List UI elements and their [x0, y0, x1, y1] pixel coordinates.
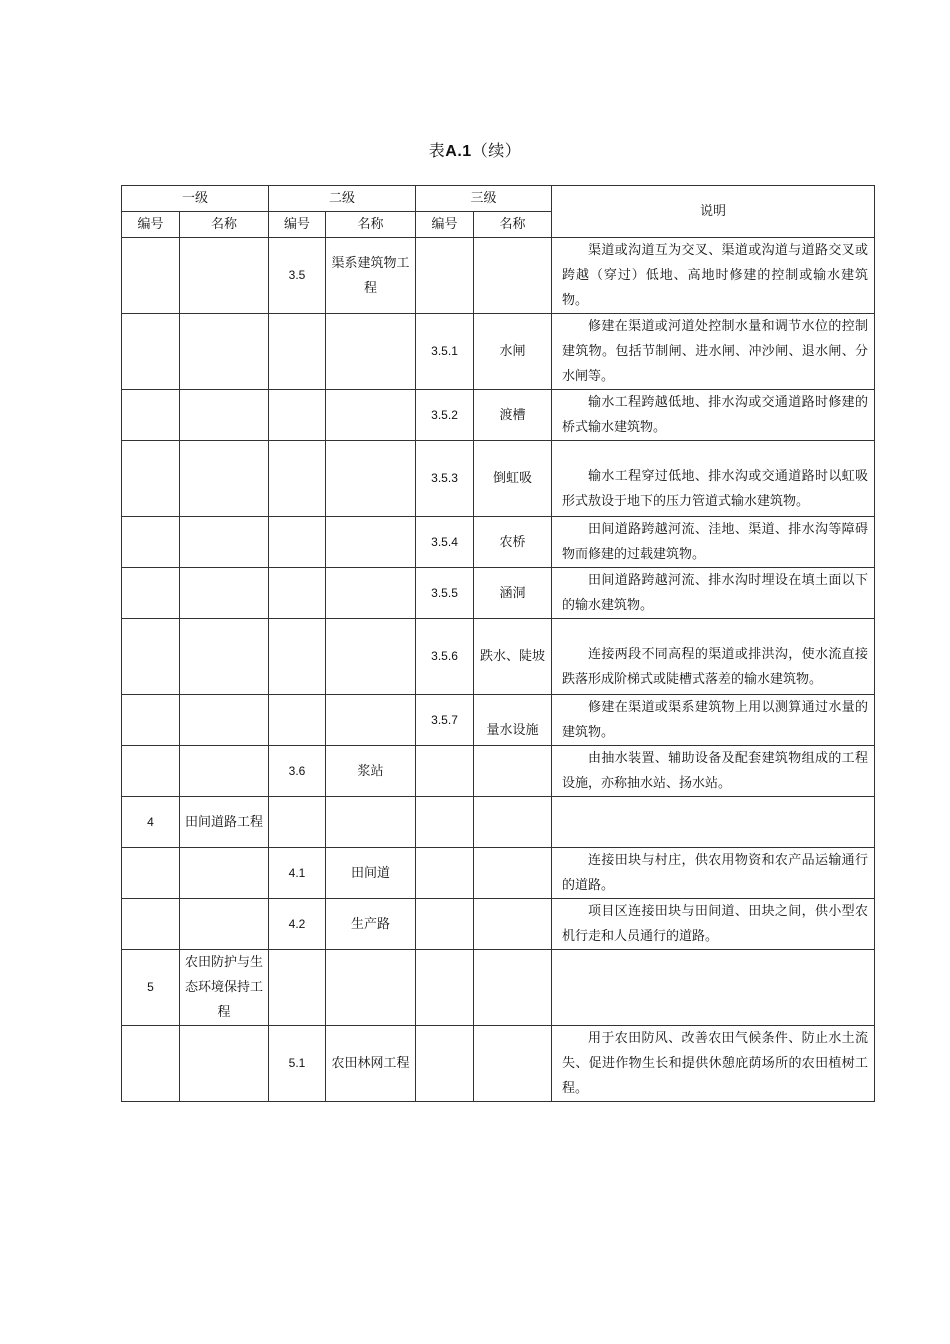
l1-name: 田间道路工程	[180, 797, 269, 848]
l3-name: 量水设施	[474, 695, 552, 746]
l3-code: 3.5.4	[416, 517, 474, 568]
l2-name: 生产路	[326, 899, 416, 950]
l3-code	[416, 950, 474, 1026]
l3-code: 3.5.6	[416, 619, 474, 695]
table-row	[122, 568, 875, 619]
l2-code	[269, 695, 326, 746]
l3-code	[416, 1026, 474, 1102]
title-prefix: 表	[428, 141, 446, 160]
l1-name	[180, 1026, 269, 1102]
l1-name	[180, 390, 269, 441]
l2-name	[326, 517, 416, 568]
l3-name: 跌水、陡坡	[474, 619, 552, 695]
l1-name	[180, 314, 269, 390]
description-text: 由抽水装置、辅助设备及配套建筑物组成的工程设施，亦称抽水站、扬水站。	[562, 751, 869, 791]
description-text: 项目区连接田块与田间道、田块之间，供小型农机行走和人员通行的道路。	[562, 904, 869, 944]
l3-code: 3.5.2	[416, 390, 474, 441]
l2-code	[269, 568, 326, 619]
l3-name	[474, 238, 552, 314]
description	[552, 441, 875, 517]
header-level1: 一级	[122, 186, 269, 212]
l3-name	[474, 848, 552, 899]
l2-name: 渠系建筑物工程	[326, 238, 416, 314]
l3-name	[474, 899, 552, 950]
header-l2-name: 名称	[326, 212, 416, 238]
header-l3-code: 编号	[416, 212, 474, 238]
l1-code	[122, 695, 180, 746]
l2-code	[269, 950, 326, 1026]
l1-name	[180, 238, 269, 314]
description-text: 输水工程跨越低地、排水沟或交通道路时修建的桥式输水建筑物。	[562, 395, 869, 435]
l1-name	[180, 746, 269, 797]
l2-name: 农田林网工程	[326, 1026, 416, 1102]
description	[552, 797, 875, 848]
description	[552, 568, 875, 619]
l1-code	[122, 517, 180, 568]
l2-name	[326, 950, 416, 1026]
table-row	[122, 899, 875, 950]
l2-name	[326, 314, 416, 390]
header-l1-name: 名称	[180, 212, 269, 238]
l2-code	[269, 314, 326, 390]
l2-code	[269, 517, 326, 568]
header-l1-code: 编号	[122, 212, 180, 238]
description	[552, 746, 875, 797]
l2-name	[326, 390, 416, 441]
l3-code	[416, 848, 474, 899]
description	[552, 314, 875, 390]
l3-code: 3.5.7	[416, 695, 474, 746]
l3-name	[474, 950, 552, 1026]
l1-name	[180, 695, 269, 746]
table-row	[122, 390, 875, 441]
table-row	[122, 695, 875, 746]
description-text: 修建在渠道或河道处控制水量和调节水位的控制建筑物。包括节制闸、进水闸、冲沙闸、退水闸、分水闸等。	[562, 319, 869, 384]
l3-code: 3.5.3	[416, 441, 474, 517]
table-row	[122, 950, 875, 1026]
description	[552, 899, 875, 950]
table-row	[122, 238, 875, 314]
l1-name	[180, 441, 269, 517]
description-text: 修建在渠道或渠系建筑物上用以测算通过水量的建筑物。	[562, 700, 869, 740]
l2-name: 田间道	[326, 848, 416, 899]
l3-name: 倒虹吸	[474, 441, 552, 517]
description	[552, 695, 875, 746]
l3-name: 水闸	[474, 314, 552, 390]
l1-code: 4	[122, 797, 180, 848]
description	[552, 517, 875, 568]
l3-code	[416, 797, 474, 848]
description-text: 渠道或沟道互为交叉、渠道或沟道与道路交叉或跨越（穿过）低地、高地时修建的控制或输水建筑物。	[562, 243, 869, 308]
l1-code	[122, 1026, 180, 1102]
l2-code	[269, 619, 326, 695]
l2-name	[326, 695, 416, 746]
table-row	[122, 848, 875, 899]
l1-code	[122, 568, 180, 619]
l2-name: 浆站	[326, 746, 416, 797]
l1-code	[122, 746, 180, 797]
description	[552, 1026, 875, 1102]
l1-code	[122, 899, 180, 950]
l1-name	[180, 568, 269, 619]
l1-name	[180, 619, 269, 695]
l2-name	[326, 797, 416, 848]
description-text: 田间道路跨越河流、洼地、渠道、排水沟等障碍物而修建的过载建筑物。	[562, 522, 869, 562]
l2-code: 3.5	[269, 238, 326, 314]
l1-code	[122, 314, 180, 390]
l1-name	[180, 848, 269, 899]
l3-name	[474, 746, 552, 797]
table-row	[122, 517, 875, 568]
l2-name	[326, 619, 416, 695]
l3-name: 渡槽	[474, 390, 552, 441]
l3-name	[474, 797, 552, 848]
description-text: 田间道路跨越河流、排水沟时埋设在填土面以下的输水建筑物。	[562, 573, 869, 613]
l2-code: 4.2	[269, 899, 326, 950]
l1-code	[122, 390, 180, 441]
table-row	[122, 1026, 875, 1102]
l1-code: 5	[122, 950, 180, 1026]
l3-code	[416, 899, 474, 950]
description	[552, 619, 875, 695]
l3-code	[416, 238, 474, 314]
l3-code: 3.5.1	[416, 314, 474, 390]
title-code: A.1	[445, 143, 472, 160]
l3-name	[474, 1026, 552, 1102]
l2-code: 5.1	[269, 1026, 326, 1102]
description-text: 用于农田防风、改善农田气候条件、防止水土流失、促进作物生长和提供休憩庇荫场所的农田植树工程。	[562, 1031, 869, 1096]
l1-code	[122, 619, 180, 695]
l1-code	[122, 441, 180, 517]
header-desc: 说明	[552, 186, 875, 238]
l2-code: 4.1	[269, 848, 326, 899]
header-l2-code: 编号	[269, 212, 326, 238]
description-text: 输水工程穿过低地、排水沟或交通道路时以虹吸形式敖设于地下的压力管道式输水建筑物。	[562, 469, 869, 509]
title-suffix: （续）	[471, 141, 522, 160]
description	[552, 390, 875, 441]
table-row	[122, 797, 875, 848]
table-row	[122, 441, 875, 517]
description	[552, 238, 875, 314]
l2-code	[269, 797, 326, 848]
l3-code	[416, 746, 474, 797]
description-text: 连接两段不同高程的渠道或排洪沟，使水流直接跌落形成阶梯式或陡槽式落差的输水建筑物。	[562, 647, 869, 687]
l1-name: 农田防护与生态环境保持工程	[180, 950, 269, 1026]
l2-code	[269, 441, 326, 517]
header-level2: 二级	[269, 186, 416, 212]
header-level3: 三级	[416, 186, 552, 212]
l2-code	[269, 390, 326, 441]
l2-code: 3.6	[269, 746, 326, 797]
table-row	[122, 746, 875, 797]
l3-name: 涵洞	[474, 568, 552, 619]
l1-code	[122, 238, 180, 314]
l1-name	[180, 517, 269, 568]
l1-code	[122, 848, 180, 899]
l3-name: 农桥	[474, 517, 552, 568]
l2-name	[326, 568, 416, 619]
description	[552, 848, 875, 899]
l3-code: 3.5.5	[416, 568, 474, 619]
table-row	[122, 619, 875, 695]
description	[552, 950, 875, 1026]
l1-name	[180, 899, 269, 950]
l2-name	[326, 441, 416, 517]
table-row	[122, 314, 875, 390]
description-text: 连接田块与村庄，供农用物资和农产品运输通行的道路。	[562, 853, 869, 893]
header-l3-name: 名称	[474, 212, 552, 238]
table-title	[0, 138, 950, 161]
classification-table	[121, 185, 875, 1102]
